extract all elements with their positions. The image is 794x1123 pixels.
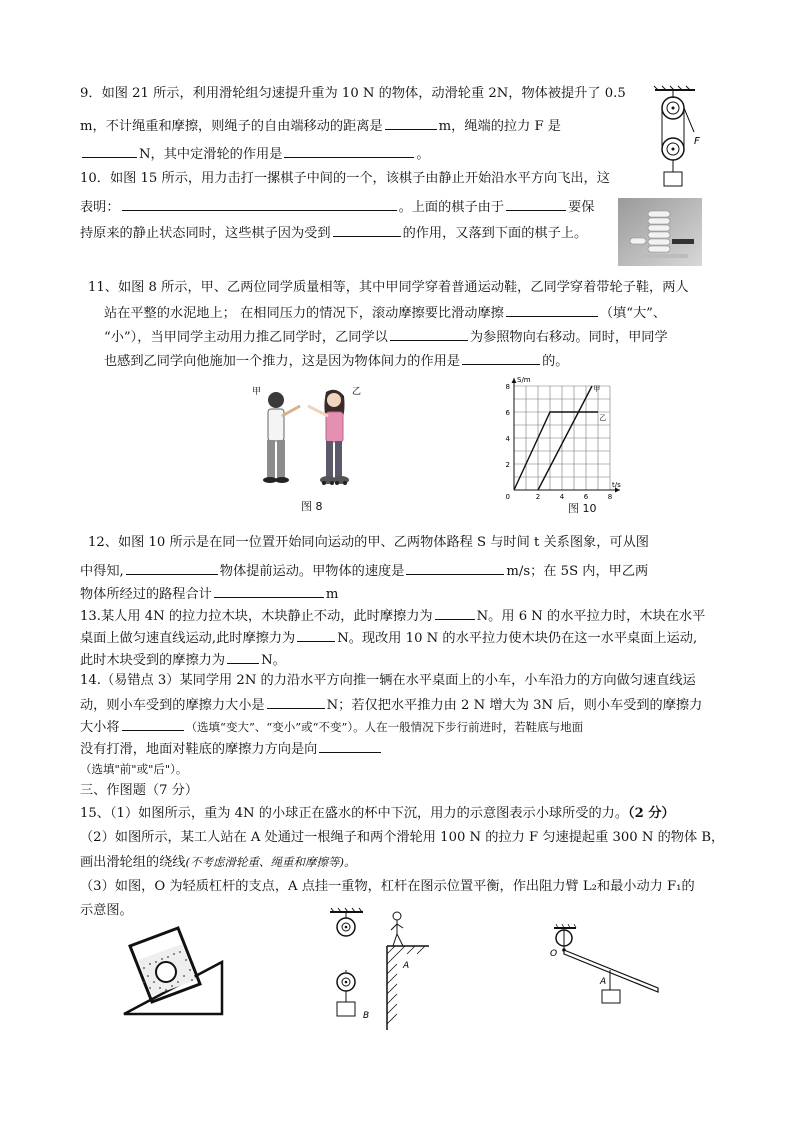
fig10-caption: 图 10 (568, 502, 597, 515)
q15-score: （2 分） (628, 806, 675, 821)
q13-text: N。 (261, 653, 286, 668)
q10-text: 。上面的棋子由于 (398, 200, 505, 215)
q11-line-4 (104, 350, 568, 371)
q14-line-1: 14.（易错点 3）某同学用 2N 的力沿水平方向推一辆在水平桌面上的小车，小车沿力的方向做匀速直线运 (80, 673, 696, 688)
q15-line-3 (80, 853, 355, 872)
q14-line-3 (80, 716, 583, 737)
q12-text: m (325, 587, 339, 602)
q9-line-2 (80, 115, 561, 136)
q13-answer-uniform-friction[interactable] (297, 627, 335, 642)
q11-text: 也感到乙同学向他施加一个推力，这是因为物体间力的作用是 (104, 354, 461, 369)
q10-line-2 (80, 196, 594, 217)
q9-text: 。 (416, 147, 430, 162)
q12-text: m/s；在 5S 内，甲乙两 (506, 564, 649, 579)
q10-text: 要保 (568, 200, 595, 215)
q15-text: 画出滑轮组的绕线 (80, 855, 186, 870)
q15-line-2: （2）如图所示，某工人站在 A 处通过一根绳子和两个滑轮用 100 N 的拉力 F 匀速提起重 300 N 的物体 B， (80, 830, 725, 845)
q14-answer-direction[interactable] (319, 738, 381, 753)
q9-answer-fixed-pulley[interactable] (284, 143, 414, 158)
fig-pulley-label-a: A (403, 961, 410, 971)
q14-answer-friction[interactable] (267, 694, 325, 709)
origin-label: 0 (505, 493, 510, 501)
q11-line-1: 11、如图 8 所示，甲、乙两位同学质量相等，其中甲同学穿着普通运动鞋，乙同学穿着带轮子鞋，两人 (88, 280, 689, 295)
y-tick-label: 4 (505, 435, 510, 443)
q13-line-1 (80, 605, 705, 626)
q12-answer-speed[interactable] (406, 560, 504, 575)
section3-title: 三、作图题（7 分） (80, 783, 199, 798)
q14-text: N；若仅把水平推力由 2 N 增大为 3N 后，则小车受到的摩擦力 (326, 698, 703, 713)
q15-line-5: 示意图。 (80, 903, 133, 918)
q12-answer-early-object[interactable] (126, 560, 218, 575)
q10-text: 持原来的静止状态同时，这些棋子因为受到 (80, 226, 331, 241)
q10-line-1: 10．如图 15 所示，用力击打一摞棋子中间的一个，该棋子由静止开始沿水平方向飞出，这 (80, 171, 610, 186)
q13-text: 此时木块受到的摩擦力为 (80, 653, 226, 668)
q13-text: N。用 6 N 的水平拉力时，木块在水平 (476, 609, 706, 624)
x-tick-label: 8 (607, 493, 613, 501)
q10-answer-explanation[interactable] (122, 196, 397, 211)
y-tick-label: 8 (505, 383, 510, 391)
q15-line-1 (80, 805, 675, 823)
y-tick-label: 6 (505, 409, 510, 417)
fig-lever (548, 926, 663, 1010)
q15-line-4: （3）如图，O 为轻质杠杆的支点，A 点挂一重物，杠杆在图示位置平衡，作出阻力臂 L₂和最小动力 F₁的 (80, 879, 695, 894)
q11-line-3 (104, 326, 668, 347)
q11-answer-reference[interactable] (390, 326, 468, 341)
q14-text: 动，则小车受到的摩擦力大小是 (80, 698, 265, 713)
x-tick-label: 4 (559, 493, 565, 501)
q14-answer-change[interactable] (122, 716, 184, 731)
q12-text: 物体提前运动。甲物体的速度是 (219, 564, 405, 579)
x-tick-label: 2 (535, 493, 541, 501)
q10-answer-inertia[interactable] (506, 196, 566, 211)
q14-text: 没有打滑，地面对鞋底的摩擦力方向是向 (80, 742, 318, 757)
q11-line-2 (104, 302, 666, 323)
q11-text: 为参照物向右移动。同时，甲同学 (469, 330, 668, 345)
fig10-distance-time-chart (500, 374, 630, 499)
fig-pulley-worker (325, 906, 435, 1032)
q9-text: m，不计绳重和摩擦，则绳子的自由端移动的距离是 (80, 119, 383, 134)
fig-lever-label-o: O (550, 949, 558, 959)
q13-answer-10n-friction[interactable] (227, 649, 259, 664)
q15-text: 15、（1）如图所示，重为 4N 的小球正在盛水的杯中下沉，用力的示意图表示小球所受的力。 (80, 806, 629, 821)
q12-line-3 (80, 583, 338, 604)
fig-pulley-label-b: B (363, 1011, 370, 1021)
fig8-two-students (248, 384, 363, 494)
q12-text: 物体所经过的路程合计 (80, 587, 212, 602)
q14-line-2 (80, 694, 702, 715)
y-axis-label: S/m (517, 376, 531, 384)
q11-text: 的。 (542, 354, 569, 369)
fig8-label-yi: 乙 (352, 387, 362, 397)
q9-text: N，其中定滑轮的作用是 (139, 147, 283, 162)
q13-text: 桌面上做匀速直线运动,此时摩擦力为 (80, 631, 296, 646)
x-tick-label: 6 (583, 493, 589, 501)
q12-answer-total-distance[interactable] (214, 583, 324, 598)
q15-text: (不考虑滑轮重、绳重和摩擦等)。 (185, 855, 356, 869)
x-axis-label: t/s (612, 481, 621, 489)
y-tick-label: 2 (505, 461, 510, 469)
q10-text: 的作用，又落到下面的棋子上。 (402, 226, 588, 241)
q12-line-2 (80, 560, 648, 581)
q10-text: 表明： (80, 200, 120, 215)
q10-answer-gravity[interactable] (333, 222, 401, 237)
fig-ball-in-cup (120, 924, 230, 1024)
q14-text: （选填“变大”、“变小”或“不变”）。人在一般情况下步行前进时，若鞋底与地面 (185, 720, 584, 734)
q14-line-4 (80, 738, 383, 759)
q11-text: “小”），当甲同学主动用力推乙同学时，乙同学以 (104, 330, 388, 345)
q9-answer-distance[interactable] (385, 115, 437, 130)
q9-line-3 (80, 143, 430, 164)
q13-text: 13.某人用 4N 的拉力拉木块，木块静止不动，此时摩擦力为 (80, 609, 433, 624)
q11-text: （填“大”、 (599, 306, 667, 321)
q14-text: 大小将 (80, 720, 120, 735)
q13-text: N。现改用 10 N 的水平拉力使木块仍在这一水平桌面上运动, (337, 631, 698, 646)
q14-line-5: （选填"前"或"后"）。 (80, 762, 188, 776)
q12-text: 中得知, (80, 564, 124, 579)
q11-answer-rolling-friction[interactable] (506, 302, 598, 317)
fig15-chess-pieces-photo (618, 198, 702, 266)
q12-line-1: 12、如图 10 所示是在同一位置开始同向运动的甲、乙两物体路程 S 与时间 t 关系图象，可从图 (88, 535, 649, 550)
fig21-label-f: F (694, 136, 700, 147)
q11-answer-mutual[interactable] (462, 350, 540, 365)
fig8-caption: 图 8 (301, 500, 323, 513)
fig8-label-jia: 甲 (252, 387, 262, 397)
q11-text: 站在平整的水泥地上； 在相同压力的情况下，滚动摩擦要比滑动摩擦 (104, 306, 504, 321)
q9-text: m，绳端的拉力 F 是 (438, 119, 561, 134)
series-label-yi: 乙 (599, 413, 607, 422)
q9-answer-force[interactable] (82, 143, 137, 158)
fig21-pulley-system (650, 86, 700, 191)
fig-lever-label-a: A (600, 977, 607, 987)
q13-line-2 (80, 627, 697, 648)
q13-answer-static-friction[interactable] (435, 605, 475, 620)
series-label-jia: 甲 (593, 385, 601, 394)
y-axis-arrow (512, 378, 517, 383)
q10-line-3 (80, 222, 587, 243)
q9-line-1: 9．如图 21 所示，利用滑轮组匀速提升重为 10 N 的物体，动滑轮重 2N，物体被提升了 0.5 (80, 86, 626, 101)
q13-line-3 (80, 649, 286, 670)
